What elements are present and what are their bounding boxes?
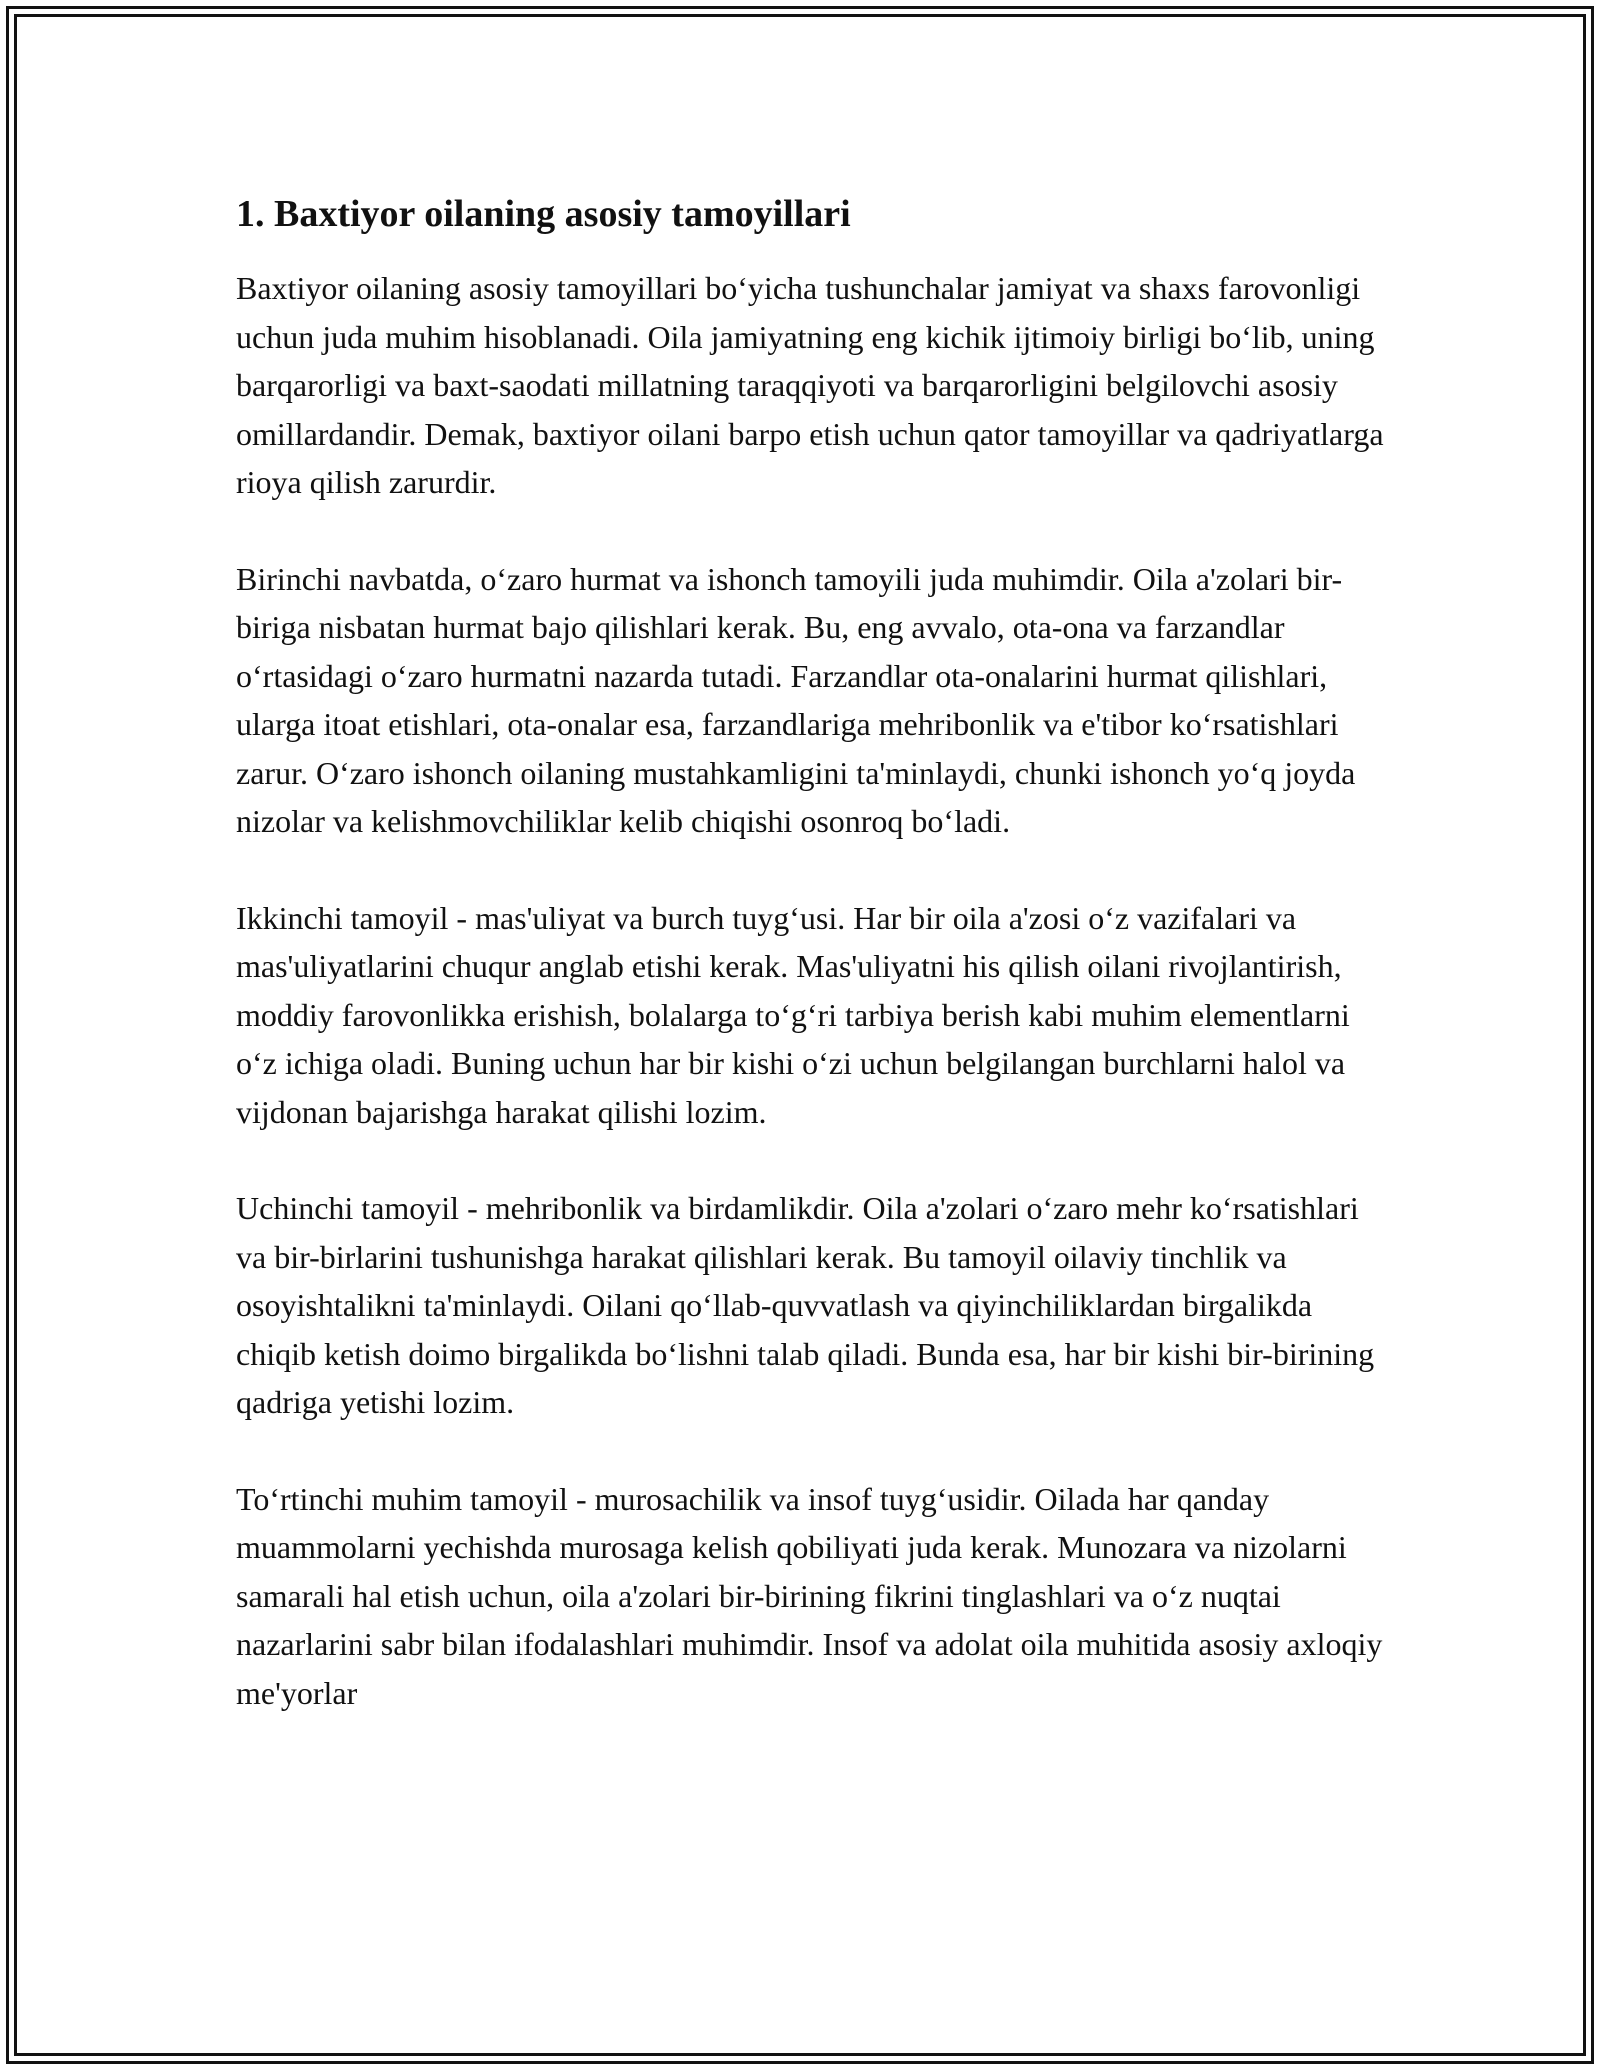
document-body — [236, 186, 1386, 1717]
paragraph-compromise-fairness: To‘rtinchi muhim tamoyil - murosachilik va insof tuyg‘usidir. Oilada har qanday muammolarni yechishda murosaga kelish qobiliyati juda kerak. Munozara va nizolarni samarali hal etish uchun, oila a'zolari bir-birining fikrini tinglashlari va o‘z nuqtai nazarlarini sabr bilan ifodalashlari muhimdir. Insof va adolat oila muhitida asosiy axloqiy me'yorlar — [236, 1480, 1383, 1711]
paragraph-respect-trust: Birinchi navbatda, o‘zaro hurmat va ishonch tamoyili juda muhimdir. Oila a'zolari bir-biriga nisbatan hurmat bajo qilishlari kerak. Bu, eng avvalo, ota-ona va farzandlar o‘rtasidagi o‘zaro hurmatni nazarda tutadi. Farzandlar ota-onalarini hurmat qilishlari, ularga itoat etishlari, ota-onalar esa, farzandlariga mehribonlik va e'tibor ko‘rsatishlari zarur. O‘zaro ishonch oilaning mustahkamligini ta'minlaydi, chunki ishonch yo‘q joyda nizolar va kelishmovchiliklar kelib chiqishi osonroq bo‘ladi. — [236, 560, 1356, 839]
section-heading: 1. Baxtiyor oilaning asosiy tamoyillari — [236, 193, 851, 235]
paragraph-intro: Baxtiyor oilaning asosiy tamoyillari bo‘yicha tushunchalar jamiyat va shaxs farovonligi uchun juda muhim hisoblanadi. Oila jamiyatning eng kichik ijtimoiy birligi bo‘lib, uning barqarorligi va baxt-saodati millatning taraqqiyoti va barqarorligini belgilovchi asosiy omillardandir. Demak, baxtiyor oilani barpo etish uchun qator tamoyillar va qadriyatlarga rioya qilish zarurdir. — [236, 270, 1384, 500]
paragraph-kindness-unity: Uchinchi tamoyil - mehribonlik va birdamlikdir. Oila a'zolari o‘zaro mehr ko‘rsatishlari va bir-birlarini tushunishga harakat qilishlari kerak. Bu tamoyil oilaviy tinchlik va osoyishtalikni ta'minlaydi. Oilani qo‘llab-quvvatlash va qiyinchiliklardan birgalikda chiqib ketish doimo birgalikda bo‘lishni talab qiladi. Bunda esa, har bir kishi bir-birining qadriga yetishi lozim. — [236, 1190, 1375, 1420]
paragraph-responsibility: Ikkinchi tamoyil - mas'uliyat va burch tuyg‘usi. Har bir oila a'zosi o‘z vazifalari va mas'uliyatlarini chuqur anglab etishi kerak. Mas'uliyatni his qilish oilani rivojlantirish, moddiy farovonlikka erishish, bolalarga to‘g‘ri tarbiya berish kabi muhim elementlarni o‘z ichiga oladi. Buning uchun har bir kishi o‘zi uchun belgilangan burchlarni halol va vijdonan bajarishga harakat qilishi lozim. — [236, 899, 1350, 1130]
